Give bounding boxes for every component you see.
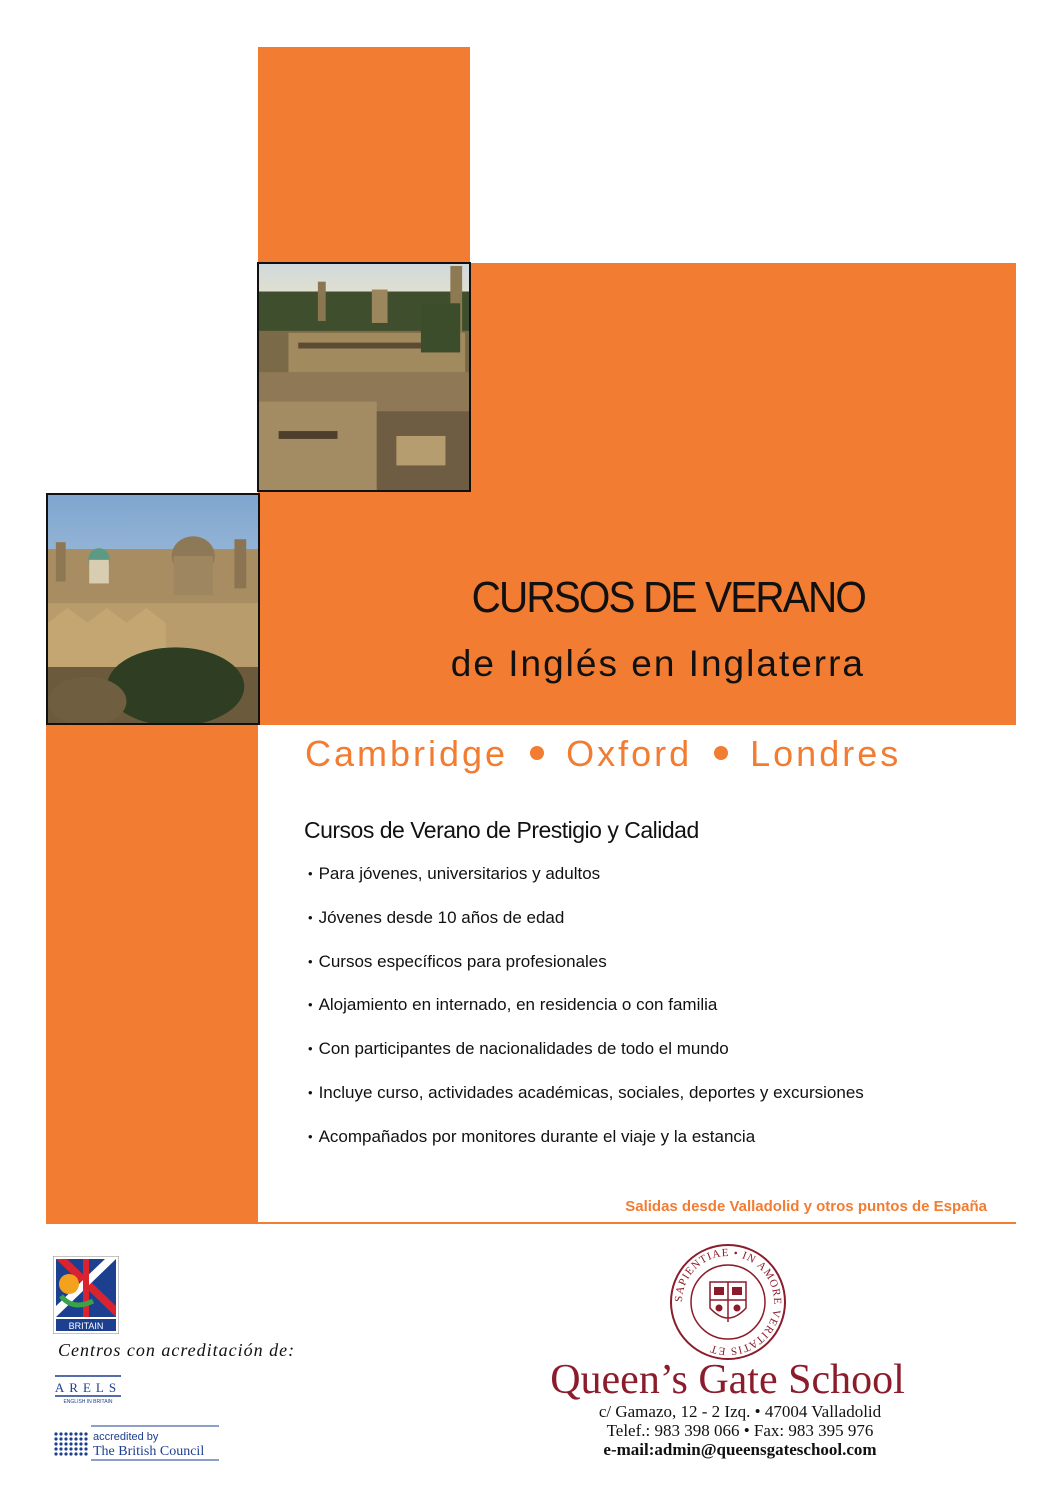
orange-block-left — [46, 725, 258, 1223]
main-title: CURSOS DE VERANO — [471, 573, 865, 622]
city-cambridge: Cambridge — [305, 733, 509, 774]
britain-logo-text: BRITAIN — [68, 1321, 104, 1331]
feature-item: • Incluye curso, actividades académicas, sociales, deportes y excursiones — [308, 1083, 864, 1127]
feature-item: • Acompañados por monitores durante el viaje y la estancia — [308, 1127, 864, 1171]
divider-line — [46, 1222, 1016, 1224]
arels-logo-text: ARELS — [54, 1380, 122, 1395]
departures-note: Salidas desde Valladolid y otros puntos de España — [625, 1198, 987, 1215]
bc-line1: accredited by — [93, 1431, 159, 1443]
seal-motto: SAPIENTIAE • IN AMORE VERITATIS ET — [672, 1246, 784, 1358]
city-londres: Londres — [750, 733, 902, 774]
school-name: Queen’s Gate School — [550, 1357, 905, 1403]
british-council-logo — [53, 1424, 223, 1464]
cambridge-photo — [257, 262, 471, 492]
school-contact — [540, 1402, 940, 1459]
city-oxford: Oxford — [566, 733, 693, 774]
school-email[interactable]: e-mail:admin@queensgateschool.com — [603, 1440, 877, 1459]
bullet-dot — [530, 746, 544, 760]
cities-line — [305, 733, 901, 775]
bc-line2: The British Council — [93, 1444, 205, 1459]
school-seal-icon — [668, 1242, 788, 1362]
features-heading: Cursos de Verano de Prestigio y Calidad — [304, 817, 699, 843]
features-list — [308, 864, 864, 1171]
feature-item: • Jóvenes desde 10 años de edad — [308, 908, 864, 952]
feature-item: • Alojamiento en internado, en residencia o con familia — [308, 995, 864, 1039]
feature-item: • Para jóvenes, universitarios y adultos — [308, 864, 864, 908]
arels-tagline: ENGLISH IN BRITAIN — [63, 1399, 113, 1405]
british-council-dots-icon — [54, 1432, 87, 1455]
feature-item: • Con participantes de nacionalidades de todo el mundo — [308, 1039, 864, 1083]
accreditation-label: Centros con acreditación de: — [58, 1340, 296, 1360]
orange-block-top — [258, 47, 470, 263]
britain-logo — [53, 1256, 119, 1334]
school-phone: Telef.: 983 398 066 • Fax: 983 395 976 — [606, 1421, 874, 1440]
main-subtitle: de Inglés en Inglaterra — [450, 643, 865, 684]
school-address: c/ Gamazo, 12 - 2 Izq. • 47004 Valladolid — [598, 1402, 882, 1421]
feature-item: • Cursos específicos para profesionales — [308, 952, 864, 996]
oxford-photo — [46, 493, 260, 725]
bullet-dot — [714, 746, 728, 760]
arels-logo — [53, 1370, 123, 1406]
